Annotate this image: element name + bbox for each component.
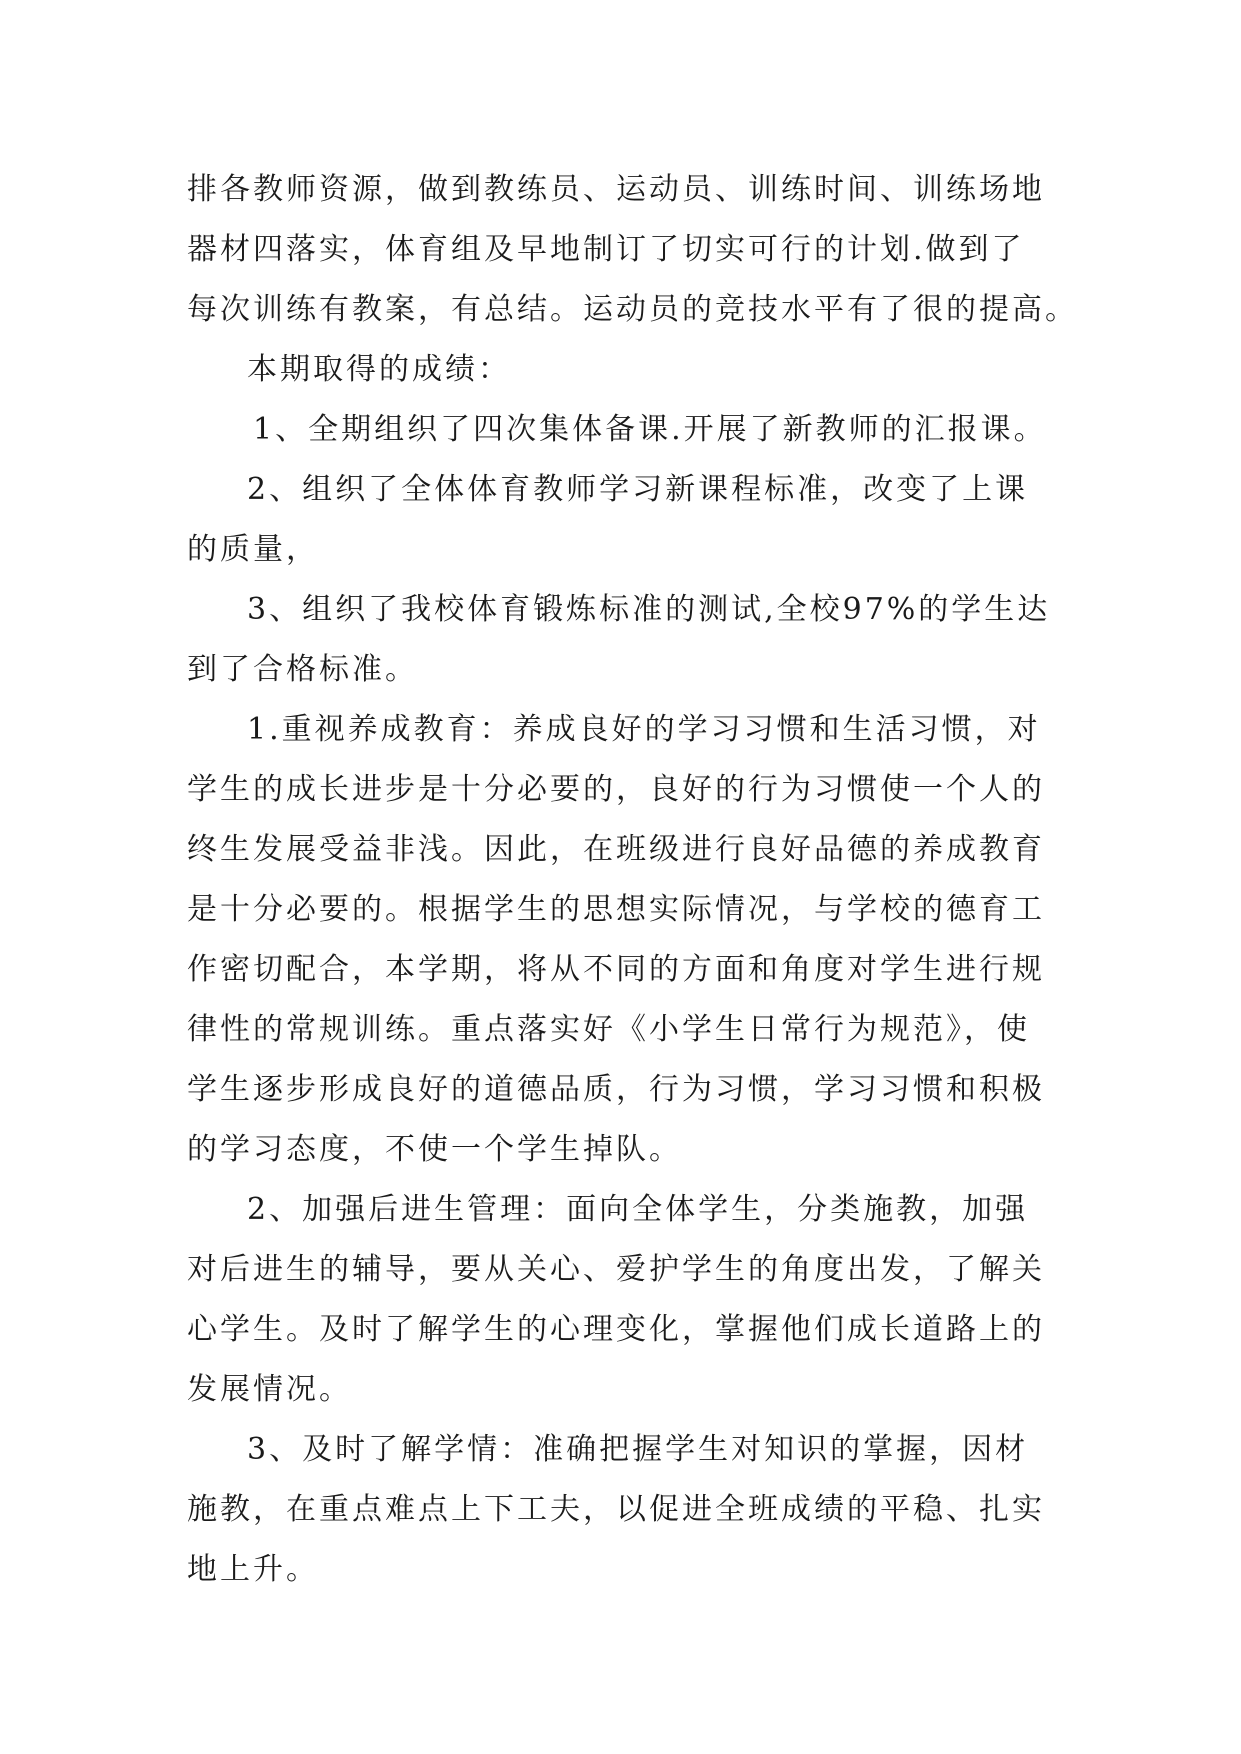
text-line: 施教，在重点难点上下工夫，以促进全班成绩的平稳、扎实 (187, 1492, 1045, 1527)
text-line: 每次训练有教案，有总结。运动员的竞技水平有了很的提高。 (187, 292, 1078, 327)
text-line: 的质量， (187, 532, 319, 567)
list-item: 3、组织了我校体育锻炼标准的测试,全校97%的学生达 (247, 592, 1051, 627)
text-line: 对后进生的辅导，要从关心、爱护学生的角度出发，了解关 (187, 1252, 1045, 1287)
text-line: 律性的常规训练。重点落实好《小学生日常行为规范》，使 (187, 1012, 1030, 1047)
list-item: 1、全期组织了四次集体备课.开展了新教师的汇报课。 (253, 412, 1047, 447)
text-line: 是十分必要的。根据学生的思想实际情况，与学校的德育工 (187, 892, 1045, 927)
text-line: 器材四落实，体育组及早地制订了切实可行的计划.做到了 (187, 232, 1025, 267)
text-line: 作密切配合，本学期，将从不同的方面和角度对学生进行规 (187, 952, 1045, 987)
list-item: 2、加强后进生管理：面向全体学生，分类施教，加强 (247, 1192, 1029, 1227)
text-line: 心学生。及时了解学生的心理变化，掌握他们成长道路上的 (187, 1312, 1045, 1347)
text-line: 到了合格标准。 (187, 652, 418, 687)
text-line: 学生的成长进步是十分必要的，良好的行为习惯使一个人的 (187, 772, 1045, 807)
text-line: 排各教师资源，做到教练员、运动员、训练时间、训练场地 (187, 172, 1045, 207)
text-line: 的学习态度，不使一个学生掉队。 (187, 1132, 682, 1167)
text-line: 终生发展受益非浅。因此，在班级进行良好品德的养成教育 (187, 832, 1045, 867)
section-heading: 本期取得的成绩： (247, 352, 511, 387)
list-item: 1.重视养成教育：养成良好的学习习惯和生活习惯，对 (247, 712, 1041, 747)
list-item: 2、组织了全体体育教师学习新课程标准，改变了上课 (247, 472, 1029, 507)
text-line: 发展情况。 (187, 1372, 352, 1407)
document-body (187, 160, 1078, 1600)
list-item: 3、及时了解学情：准确把握学生对知识的掌握，因材 (247, 1432, 1029, 1467)
text-line: 地上升。 (187, 1552, 319, 1587)
text-line: 学生逐步形成良好的道德品质，行为习惯，学习习惯和积极 (187, 1072, 1045, 1107)
